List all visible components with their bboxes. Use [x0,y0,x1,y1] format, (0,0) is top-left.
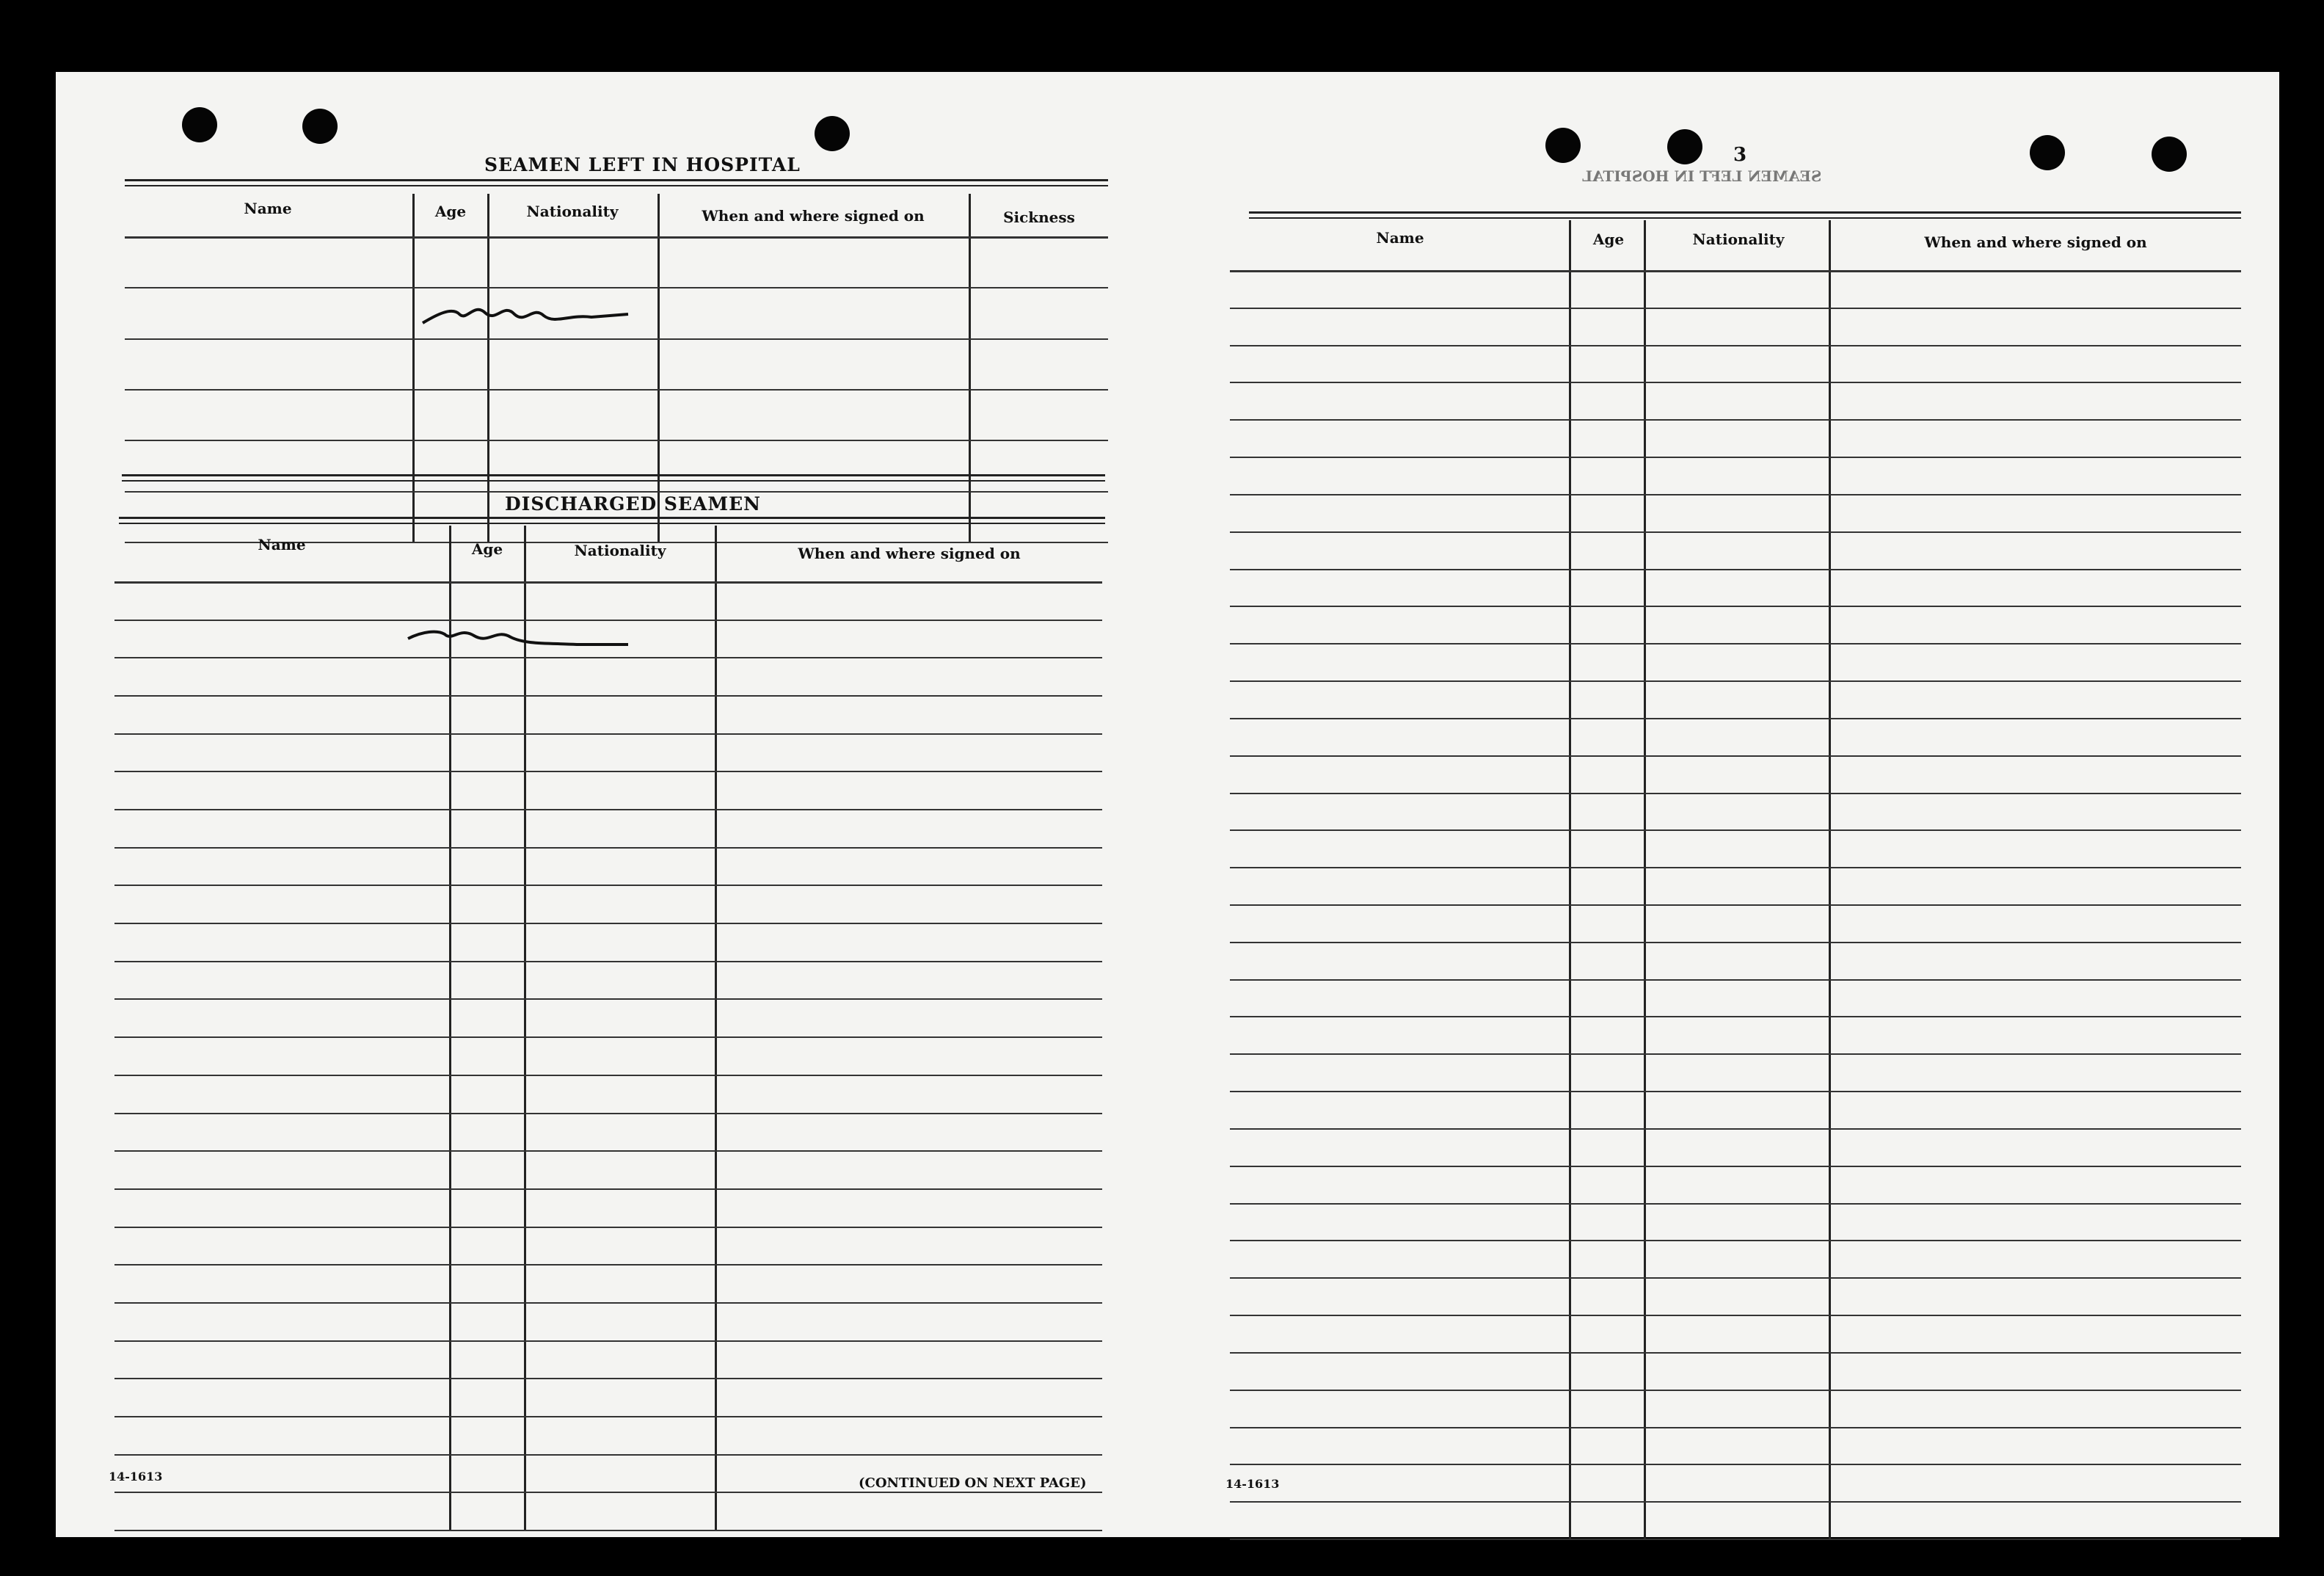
header-age: Age [471,540,503,558]
table-row [1230,345,2241,346]
table-row [114,1530,1102,1531]
table-row [125,440,1108,441]
table-row [114,657,1102,658]
punch-hole [302,109,338,144]
table-row [114,1227,1102,1228]
column-divider [1569,220,1571,1539]
discharged-table [114,526,1102,1530]
table-row [125,338,1108,340]
table-row [114,1150,1102,1152]
header-nationality: Nationality [1692,230,1785,248]
right-table [1230,220,2241,1539]
table-row [1230,1203,2241,1205]
table-row [114,1264,1102,1265]
table-row [1230,1352,2241,1354]
discharged-title-rule [119,517,1105,519]
header-sickness: Sickness [1003,208,1075,226]
column-divider [969,194,971,542]
table-row [1230,382,2241,383]
table-row [114,1454,1102,1456]
punch-hole [1667,129,1702,164]
table-row [114,733,1102,735]
punch-hole [2030,135,2065,170]
punch-hole [182,107,217,142]
discharged-section-title: DISCHARGED SEAMEN [505,493,761,515]
table-row [114,1416,1102,1417]
table-row [1230,1016,2241,1017]
punch-hole [2152,137,2187,172]
table-row [114,1075,1102,1076]
hospital-bottom-rule [122,474,1105,476]
form-sheet [56,72,2279,1537]
table-row [1230,979,2241,981]
table-row [114,1036,1102,1038]
table-row [1230,829,2241,831]
header-rule [125,236,1108,239]
table-row [1230,1053,2241,1055]
header-signed-on: When and where signed on [702,207,925,225]
table-row [1230,457,2241,458]
table-row [114,885,1102,886]
page-number: 3 [1733,144,1747,166]
hospital-title-rule [125,179,1108,181]
table-row [1230,793,2241,794]
header-name: Name [1376,229,1424,247]
table-row [114,1340,1102,1342]
header-name: Name [258,536,306,553]
table-row [114,1188,1102,1190]
table-row [114,1492,1102,1493]
table-row [1230,718,2241,719]
header-signed-on: When and where signed on [798,545,1021,562]
header-nationality: Nationality [526,203,619,220]
table-row [114,695,1102,697]
table-row [1230,308,2241,309]
table-row [1230,904,2241,906]
column-divider [1644,220,1646,1539]
table-row [1230,606,2241,607]
table-row [1230,1464,2241,1465]
table-row [1230,1277,2241,1279]
table-row [114,809,1102,810]
table-row [114,998,1102,1000]
handwritten-mark [415,292,635,336]
table-row [114,847,1102,849]
table-row [1230,1539,2241,1540]
table-row [1230,569,2241,570]
table-row [1230,1427,2241,1428]
header-rule [114,581,1102,584]
header-nationality: Nationality [574,542,666,559]
table-row [1230,755,2241,757]
table-row [1230,1166,2241,1167]
header-name: Name [244,200,292,217]
table-row [1230,1091,2241,1092]
table-row [125,491,1108,493]
table-row [114,923,1102,924]
header-signed-on: When and where signed on [1924,233,2147,251]
table-row [125,389,1108,391]
hospital-table [125,194,1108,542]
header-rule [1230,270,2241,272]
punch-hole [1545,128,1581,163]
header-age: Age [434,203,467,220]
table-row [1230,531,2241,533]
bleed-through-text: SEAMEN LEFT IN HOSPITAL [1582,167,1822,185]
table-row [1230,419,2241,421]
table-row [1230,1240,2241,1241]
table-row [1230,1128,2241,1130]
table-row [1230,867,2241,868]
table-row [1230,643,2241,644]
hospital-section-title: SEAMEN LEFT IN HOSPITAL [484,154,801,175]
form-number: 14-1613 [1225,1477,1280,1491]
table-row [1230,1315,2241,1316]
right-top-rule [1249,211,2241,214]
table-row [114,961,1102,962]
table-row [114,1113,1102,1114]
column-divider [412,194,415,542]
table-row [1230,494,2241,495]
column-divider [1829,220,1831,1539]
table-row [1230,942,2241,943]
continued-note: (CONTINUED ON NEXT PAGE) [859,1475,1087,1491]
table-row [125,287,1108,288]
header-age: Age [1592,230,1625,248]
table-row [1230,1501,2241,1503]
handwritten-mark [401,617,635,653]
table-row [114,771,1102,772]
table-row [1230,680,2241,682]
punch-hole [815,116,850,151]
table-row [114,1378,1102,1379]
table-row [114,1302,1102,1304]
column-divider [487,194,489,542]
form-number: 14-1613 [109,1470,163,1484]
column-divider [658,194,660,542]
table-row [1230,1390,2241,1391]
